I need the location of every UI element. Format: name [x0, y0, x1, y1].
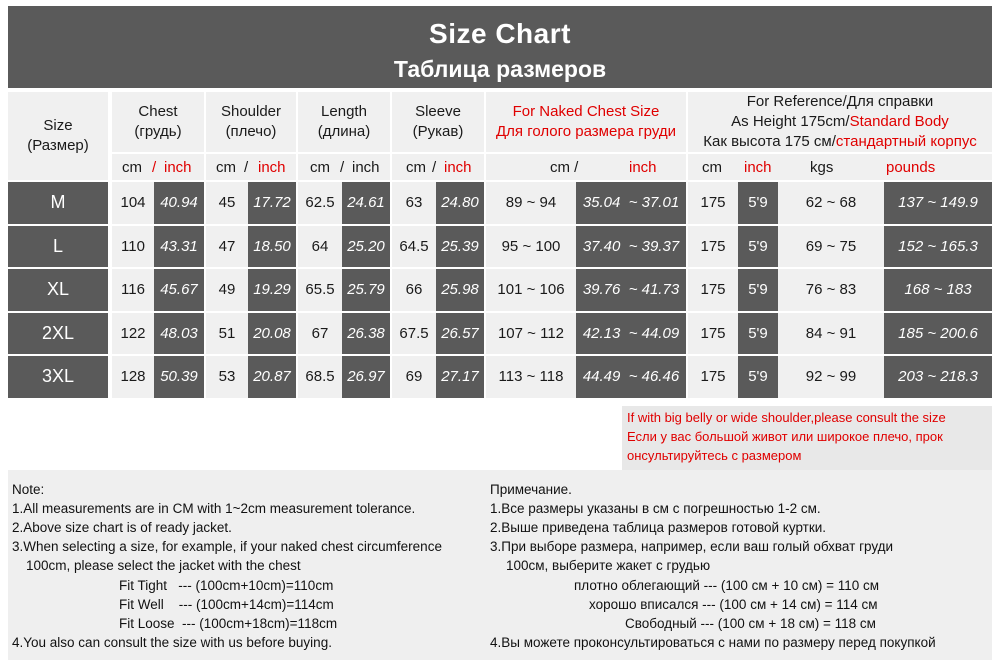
consult-warning: [622, 406, 992, 470]
header-chest-ru: (грудь): [134, 123, 182, 140]
cell-shoulder-in: 20.87: [248, 356, 296, 398]
units-shoulder: [206, 154, 296, 180]
cell-kgs: 84 ~ 91: [778, 313, 884, 355]
cell-height-in: 5'9: [738, 356, 778, 398]
unit-cm: cm: [216, 159, 236, 176]
cell-shoulder-in: 19.29: [248, 269, 296, 311]
unit-kgs: kgs: [810, 159, 834, 176]
cell-sleeve-cm: 69: [392, 356, 436, 398]
cell-sleeve-in: 27.17: [436, 356, 484, 398]
cell-naked-cm: 107 ~ 112: [486, 313, 576, 355]
note-line-en: 3.When selecting a size, for example, if your naked chest circumference: [12, 539, 442, 554]
units-naked: [486, 154, 686, 180]
cell-shoulder-in: 20.08: [248, 313, 296, 355]
cell-sleeve-in: 26.57: [436, 313, 484, 355]
cell-pounds: 168 ~ 183: [884, 269, 992, 311]
cell-chest-in: 40.94: [154, 182, 204, 224]
cell-height-in: 5'9: [738, 269, 778, 311]
header-length-ru: (длина): [317, 123, 371, 140]
cell-chest-in: 45.67: [154, 269, 204, 311]
reference-height-en: As Height 175cm/: [731, 113, 850, 130]
cell-pounds: 203 ~ 218.3: [884, 356, 992, 398]
warning-line: If with big belly or wide shoulder,please consult the size: [627, 410, 946, 425]
cell-size: M: [8, 182, 108, 224]
cell-shoulder-cm: 53: [206, 356, 248, 398]
cell-size: L: [8, 226, 108, 268]
cell-sleeve-cm: 66: [392, 269, 436, 311]
header-chest: [112, 92, 204, 152]
reference-standard-en: Standard Body: [849, 113, 949, 130]
cell-length-cm: 68.5: [298, 356, 342, 398]
unit-inch: inch: [444, 159, 472, 176]
note-line-ru: плотно облегающий --- (100 см + 10 см) = 110 см: [574, 578, 880, 593]
cell-size: 3XL: [8, 356, 108, 398]
units-chest: [112, 154, 204, 180]
unit-inch: inch: [258, 159, 286, 176]
cell-height-cm: 175: [688, 182, 738, 224]
cell-naked-in: 39.76 ~ 41.73: [576, 269, 686, 311]
header-length-en: Length: [321, 103, 367, 120]
note-line-en: 1.All measurements are in CM with 1~2cm measurement tolerance.: [12, 501, 416, 516]
header-sleeve-ru: (Рукав): [412, 123, 464, 140]
cell-height-cm: 175: [688, 356, 738, 398]
header-reference-line2: [731, 112, 949, 132]
cell-length-in: 24.61: [342, 182, 390, 224]
header-reference: [688, 92, 992, 152]
note-line-ru: 100см, выберите жакет с грудью: [506, 558, 711, 573]
header-size: [8, 92, 108, 180]
reference-standard-ru: стандартный корпус: [835, 133, 977, 150]
unit-cm: cm: [310, 159, 330, 176]
unit-pounds: pounds: [886, 159, 936, 176]
units-reference: [688, 154, 992, 180]
cell-sleeve-cm: 64.5: [392, 226, 436, 268]
cell-sleeve-in: 24.80: [436, 182, 484, 224]
header-naked-ru: Для голого размера груди: [496, 123, 676, 140]
cell-shoulder-cm: 51: [206, 313, 248, 355]
cell-shoulder-cm: 47: [206, 226, 248, 268]
header-chest-en: Chest: [138, 103, 178, 120]
header-reference-line1: For Reference/Для справки: [746, 93, 934, 110]
cell-shoulder-cm: 49: [206, 269, 248, 311]
unit-cm: cm: [122, 159, 142, 176]
cell-length-cm: 62.5: [298, 182, 342, 224]
note-heading-en: Note:: [12, 482, 45, 497]
cell-naked-in: 35.04 ~ 37.01: [576, 182, 686, 224]
cell-length-in: 26.97: [342, 356, 390, 398]
cell-naked-cm: 113 ~ 118: [486, 356, 576, 398]
cell-naked-in: 37.40 ~ 39.37: [576, 226, 686, 268]
header-length: [298, 92, 390, 152]
unit-separator: /: [432, 159, 437, 176]
unit-separator: /: [340, 159, 345, 176]
units-length: [298, 154, 390, 180]
header-shoulder-ru: (плечо): [225, 123, 277, 140]
unit-cm: cm /: [550, 159, 579, 176]
cell-height-in: 5'9: [738, 226, 778, 268]
cell-chest-in: 48.03: [154, 313, 204, 355]
unit-separator: /: [244, 159, 249, 176]
cell-chest-cm: 116: [112, 269, 154, 311]
cell-chest-cm: 104: [112, 182, 154, 224]
header-sleeve-en: Sleeve: [415, 103, 461, 120]
cell-sleeve-in: 25.39: [436, 226, 484, 268]
title-english: Size Chart: [429, 18, 571, 49]
cell-size: XL: [8, 269, 108, 311]
note-line-en: Fit Well --- (100cm+14cm)=114cm: [119, 597, 334, 612]
header-size-en: Size: [43, 117, 73, 134]
title-banner: [8, 6, 992, 88]
note-line-ru: Свободный --- (100 см + 18 см) = 118 см: [625, 616, 876, 631]
unit-inch: inch: [164, 159, 192, 176]
warning-line: Если у вас большой живот или широкое плечо, прок: [627, 429, 943, 444]
unit-inch: inch: [744, 159, 772, 176]
note-line-en: 2.Above size chart is of ready jacket.: [12, 520, 232, 535]
units-sleeve: [392, 154, 484, 180]
cell-height-in: 5'9: [738, 182, 778, 224]
title-russian: Таблица размеров: [393, 56, 607, 82]
cell-chest-cm: 122: [112, 313, 154, 355]
cell-pounds: 185 ~ 200.6: [884, 313, 992, 355]
note-line-en: 4.You also can consult the size with us before buying.: [12, 635, 332, 650]
cell-chest-cm: 128: [112, 356, 154, 398]
note-line-ru: 1.Все размеры указаны в см с погрешностью 1-2 см.: [490, 501, 821, 516]
cell-height-cm: 175: [688, 226, 738, 268]
header-naked-en: For Naked Chest Size: [512, 103, 660, 120]
cell-kgs: 76 ~ 83: [778, 269, 884, 311]
header-size-ru: (Размер): [27, 137, 89, 154]
note-line-ru: 4.Вы можете проконсультироваться с нами по размеру перед покупкой: [490, 635, 936, 650]
note-line-en: Fit Tight --- (100cm+10cm)=110cm: [119, 578, 334, 593]
notes-panel: [8, 470, 992, 660]
header-sleeve: [392, 92, 484, 152]
unit-cm: cm: [406, 159, 426, 176]
cell-naked-cm: 89 ~ 94: [486, 182, 576, 224]
cell-length-in: 25.20: [342, 226, 390, 268]
cell-naked-cm: 95 ~ 100: [486, 226, 576, 268]
cell-height-cm: 175: [688, 269, 738, 311]
header-shoulder: [206, 92, 296, 152]
note-line-ru: 3.При выборе размера, например, если ваш голый обхват груди: [490, 539, 894, 554]
unit-inch: inch: [629, 159, 657, 176]
reference-height-ru: Как высота 175 см/: [703, 133, 836, 150]
cell-length-cm: 64: [298, 226, 342, 268]
cell-shoulder-in: 17.72: [248, 182, 296, 224]
note-heading-ru: Примечание.: [490, 482, 572, 497]
note-line-en: 100cm, please select the jacket with the chest: [26, 558, 301, 573]
warning-line: онсультируйтесь с размером: [627, 448, 802, 463]
cell-length-cm: 67: [298, 313, 342, 355]
cell-sleeve-cm: 63: [392, 182, 436, 224]
cell-sleeve-cm: 67.5: [392, 313, 436, 355]
cell-height-cm: 175: [688, 313, 738, 355]
cell-length-in: 26.38: [342, 313, 390, 355]
cell-length-cm: 65.5: [298, 269, 342, 311]
cell-length-in: 25.79: [342, 269, 390, 311]
cell-chest-cm: 110: [112, 226, 154, 268]
cell-size: 2XL: [8, 313, 108, 355]
cell-naked-in: 42.13 ~ 44.09: [576, 313, 686, 355]
cell-kgs: 69 ~ 75: [778, 226, 884, 268]
header-shoulder-en: Shoulder: [220, 103, 282, 120]
cell-chest-in: 50.39: [154, 356, 204, 398]
cell-kgs: 62 ~ 68: [778, 182, 884, 224]
cell-pounds: 137 ~ 149.9: [884, 182, 992, 224]
unit-cm: cm: [702, 159, 722, 176]
cell-height-in: 5'9: [738, 313, 778, 355]
header-naked-chest: [486, 92, 686, 152]
cell-naked-in: 44.49 ~ 46.46: [576, 356, 686, 398]
cell-sleeve-in: 25.98: [436, 269, 484, 311]
cell-kgs: 92 ~ 99: [778, 356, 884, 398]
cell-chest-in: 43.31: [154, 226, 204, 268]
cell-naked-cm: 101 ~ 106: [486, 269, 576, 311]
note-line-ru: хорошо вписался --- (100 см + 14 см) = 114 см: [589, 597, 878, 612]
cell-pounds: 152 ~ 165.3: [884, 226, 992, 268]
cell-shoulder-in: 18.50: [248, 226, 296, 268]
unit-inch: inch: [352, 159, 380, 176]
note-line-ru: 2.Выше приведена таблица размеров готовой куртки.: [490, 520, 827, 535]
note-line-en: Fit Loose --- (100cm+18cm)=118cm: [119, 616, 338, 631]
cell-shoulder-cm: 45: [206, 182, 248, 224]
unit-separator: /: [152, 159, 157, 176]
header-reference-line3: [703, 132, 976, 152]
